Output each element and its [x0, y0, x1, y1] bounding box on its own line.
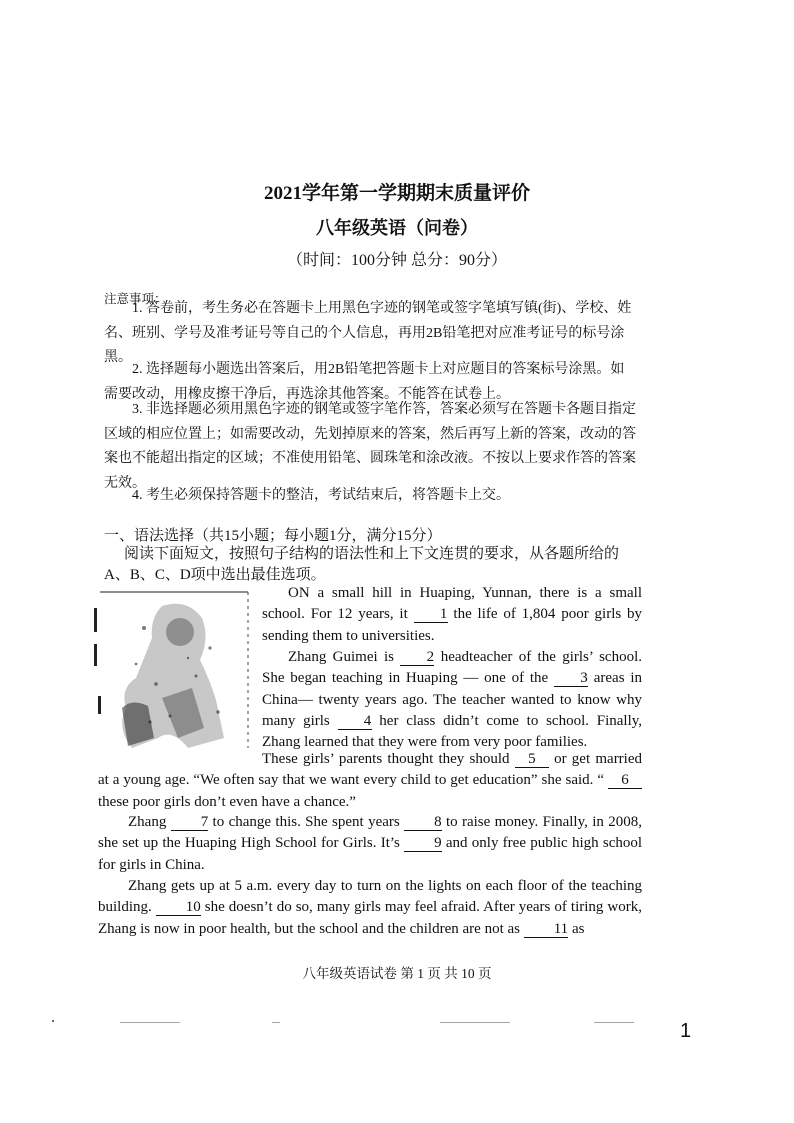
- scan-artifact: [440, 1022, 510, 1023]
- passage-text: to change this. She spent years: [212, 814, 400, 830]
- scan-artifact: [120, 1022, 180, 1023]
- passage-text: Zhang: [128, 814, 167, 830]
- passage-text: ON a small hill in Huaping, Yunnan, there is a small school. For 12 years, it: [262, 585, 642, 623]
- passage-text: headteacher of the girls’ school. She began teaching in Huaping — one of the: [262, 649, 643, 687]
- exam-subtitle: 八年级英语（问卷）: [316, 218, 478, 238]
- section-instruction: 阅读下面短文，按照句子结构的语法性和上下文连贯的要求，从各题所给的A、B、C、D项中选出最佳选项。: [104, 546, 620, 583]
- passage-text: These girls’ parents thought they should: [262, 751, 510, 767]
- passage-text: she doesn’t do so, many girls may feel afraid. After years of tiring work, Zhang is now in poor health, but the school and the children are not as: [98, 899, 642, 937]
- passage-text: areas in China— twenty years ago. The teacher wanted to know why many girls: [262, 670, 642, 729]
- blank-6: 6: [608, 772, 642, 789]
- blank-11: 11: [524, 921, 568, 938]
- passage-paragraph-4: [98, 812, 642, 876]
- illustration-photo: [92, 588, 254, 756]
- passage-text: Zhang gets up at 5 a.m. every day to turn on the lights on each floor of the teaching building.: [98, 878, 642, 916]
- passage-paragraph-3: [98, 749, 642, 813]
- passage-paragraph-2: [262, 647, 642, 753]
- passage-paragraph-5: [98, 876, 642, 940]
- scan-artifact: [272, 1022, 280, 1023]
- blank-9: 9: [404, 835, 442, 852]
- passage-text: the life of 1,804 poor girls by sending them to universities.: [262, 606, 643, 644]
- notes-heading: 注意事项：: [104, 292, 167, 306]
- passage-paragraph-1: [262, 583, 642, 647]
- blank-2: 2: [400, 649, 434, 666]
- blank-10: 10: [156, 899, 201, 916]
- passage-text: and only free public high school for girls in China.: [98, 835, 643, 873]
- blank-5: 5: [515, 751, 549, 768]
- blank-3: 3: [554, 670, 588, 687]
- blank-7: 7: [171, 814, 209, 831]
- passage-text: or get married at a young age. “We often say that we want every child to get education” she said. “: [98, 751, 643, 789]
- exam-info: （时间：100分钟 总分：90分）: [286, 252, 507, 269]
- note-item-2: 2. 选择题每小题选出答案后，用2B铅笔把答题卡上对应题目的答案标号涂黑。如需要改动，用橡皮擦干净后，再选涂其他答案。不能答在试卷上。: [104, 362, 625, 402]
- note-item-4: 4. 考生必须保持答题卡的整洁，考试结束后，将答题卡上交。: [132, 488, 510, 503]
- passage-text: Zhang Guimei is: [288, 649, 395, 665]
- passage-text: as: [571, 920, 585, 937]
- blank-1: 1: [414, 606, 448, 623]
- note-item-3: 3. 非选择题必须用黑色字迹的钢笔或签字笔作答，答案必须写在答题卡各题目指定区域的相应位置上；如需要改动，先划掉原来的答案，然后再写上新的答案，改动的答案也不能超出指定的区域；不准使用铅笔、圆珠笔和涂改液。不按以上要求作答的答案无效。: [104, 402, 636, 491]
- blank-8: 8: [404, 814, 442, 831]
- page-footer: 八年级英语试卷 第 1 页 共 10 页: [302, 966, 492, 981]
- passage-text: these poor girls don’t even have a chance.”: [98, 793, 356, 810]
- note-item-1: 1. 答卷前，考生务必在答题卡上用黑色字迹的钢笔或签字笔填写镇(街)、学校、姓名、班别、学号及准考证号等自己的个人信息，再用2B铅笔把对应准考证号的标号涂黑。: [104, 301, 632, 365]
- scan-artifact: [52, 1020, 54, 1022]
- scan-artifact: [594, 1022, 634, 1023]
- exam-title: 2021学年第一学期期末质量评价: [263, 183, 530, 204]
- passage-text: to raise money. Finally, in 2008, she set up the Huaping High School for Girls. It’s: [98, 814, 643, 852]
- blank-4: 4: [338, 713, 372, 730]
- page-number: 1: [680, 1020, 692, 1042]
- passage-text: her class didn’t come to school. Finally, Zhang learned that they were from very poor families.: [262, 712, 643, 751]
- section-heading: 一、语法选择（共15小题；每小题1分，满分15分）: [104, 528, 442, 544]
